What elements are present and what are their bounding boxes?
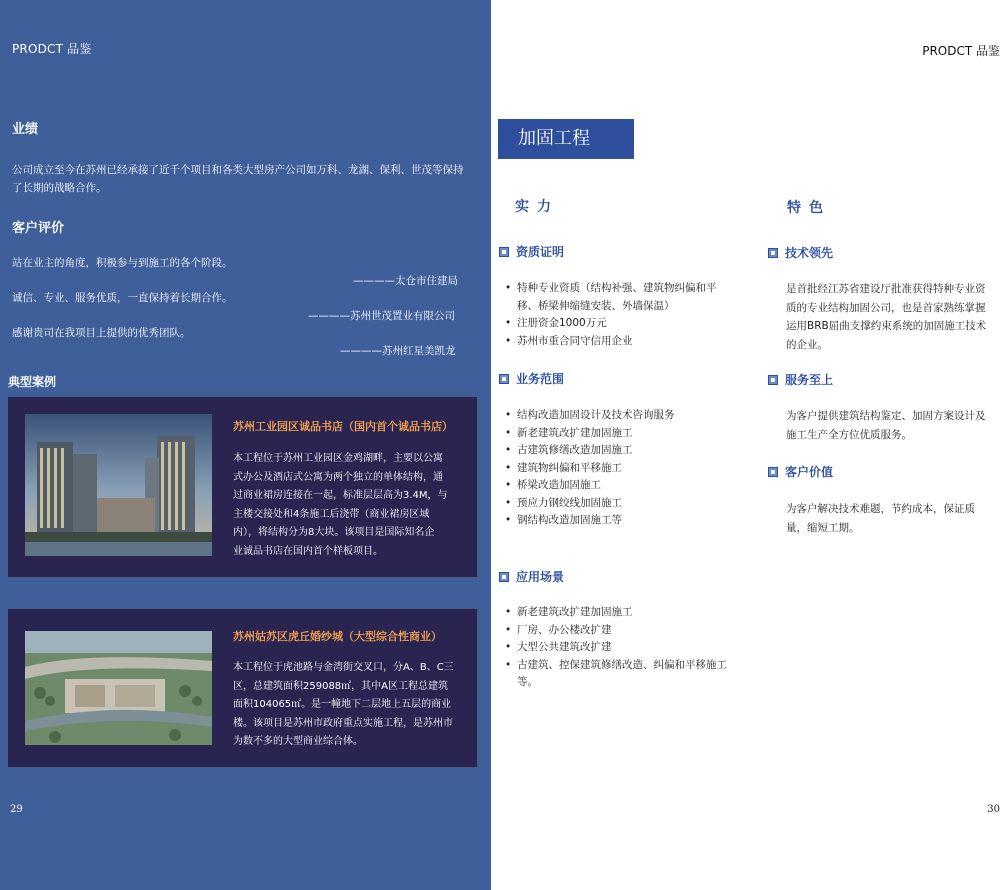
strength-heading: 实力 — [515, 199, 559, 215]
square-bullet-icon — [499, 572, 509, 582]
city-building-image — [25, 414, 212, 556]
right-page — [491, 0, 1000, 890]
list-item: • 厂房、办公楼改扩建 — [505, 622, 755, 640]
list-item: • 结构改造加固设计及技术咨询服务 — [505, 407, 755, 425]
application-list — [505, 604, 755, 692]
list-item: • 古建筑修缮改造加固施工 — [505, 442, 755, 460]
left-page — [0, 0, 491, 890]
reviews-title: 客户评价 — [12, 221, 65, 236]
business-scope-list — [505, 407, 755, 530]
review-signature-1: ————太仓市住建局 — [353, 275, 458, 287]
review-text-1: 站在业主的角度，积极参与到施工的各个阶段。 — [12, 257, 233, 269]
list-item: • 预应力钢绞线加固施工 — [505, 495, 755, 513]
case-photo-1 — [25, 414, 212, 556]
case-body-1: 本工程位于苏州工业园区金鸡湖畔，主要以公寓 式办公及酒店式公寓为两个独立的单体结构，通 过商业裙房连接在一起，标准层层高为3.4M，与 主楼交接处和4条施工后浇带（商业裙房区域 内），将结构分为8大块。该项目是国际知名企 业诚品书店在国内首个样板项目。 — [233, 453, 448, 557]
list-item: • 钢结构改造加固施工等 — [505, 512, 755, 530]
case-title-1: 苏州工业园区诚品书店（国内首个诚品书店） — [233, 420, 453, 433]
case-card-2 — [7, 608, 478, 768]
review-signature-3: ————苏州红星美凯龙 — [340, 345, 456, 357]
list-item: 等。 — [517, 676, 538, 688]
tech-lead-text: 是首批经江苏省建设厅批准获得特种专业资 质的专业结构加固公司，也是首家熟练掌握 运用BRB屈曲支撑约束系统的加固施工技术 的企业。 — [786, 283, 987, 351]
tech-lead-heading: 技术领先 — [768, 244, 833, 261]
aerial-complex-image — [25, 631, 212, 745]
service-text: 为客户提供建筑结构鉴定、加固方案设计及 施工生产全方位优质服务。 — [786, 410, 986, 441]
right-header: PRODCT 品鉴 — [922, 44, 1000, 58]
left-header: PRODCT 品鉴 — [12, 42, 92, 56]
right-page-number: 30 — [987, 804, 1000, 815]
list-item: • 新老建筑改扩建加固施工 — [505, 604, 755, 622]
square-bullet-icon — [499, 247, 509, 257]
case-body-2: 本工程位于虎池路与金湾街交叉口，分A、B、C三 区，总建筑面积259088㎡，其中A区工程总建筑 面积104065㎡。是一幢地下二层地上五层的商业 楼。该项目是苏州市政府重点实施工程，是苏州市 为数不多的大型商业综合体。 — [233, 662, 454, 747]
review-text-3: 感谢贵司在我项目上提供的优秀团队。 — [12, 327, 191, 339]
application-heading: 应用场景 — [499, 568, 564, 585]
list-item: • 桥梁改造加固施工 — [505, 477, 755, 495]
service-heading: 服务至上 — [768, 371, 833, 388]
case-card-1 — [7, 396, 478, 578]
qualification-heading: 资质证明 — [499, 243, 564, 260]
list-item: • 古建筑、控保建筑修缮改造、纠偏和平移施工 — [505, 657, 755, 675]
cases-title: 典型案例 — [8, 375, 57, 389]
square-bullet-icon — [768, 248, 778, 258]
review-signature-2: ————苏州世茂置业有限公司 — [308, 310, 455, 322]
list-item: • 建筑物纠偏和平移施工 — [505, 460, 755, 478]
list-item: • 新老建筑改扩建加固施工 — [505, 425, 755, 443]
list-item: • 大型公共建筑改扩建 — [505, 639, 755, 657]
case-title-2: 苏州姑苏区虎丘婚纱城（大型综合性商业） — [233, 630, 442, 643]
value-text: 为客户解决技术难题，节约成本，保证质 量，缩短工期。 — [786, 503, 975, 534]
page-title: 加固工程 — [498, 119, 634, 159]
features-heading: 特色 — [787, 200, 831, 216]
square-bullet-icon — [768, 375, 778, 385]
square-bullet-icon — [768, 467, 778, 477]
business-scope-heading: 业务范围 — [499, 370, 564, 387]
value-heading: 客户价值 — [768, 463, 833, 480]
square-bullet-icon — [499, 374, 509, 384]
achievements-text: 公司成立至今在苏州已经承接了近千个项目和各类大型房产公司如万科、龙湖、保利、世茂等保持 了长期的战略合作。 — [12, 164, 464, 194]
list-item: • 注册资金1000万元 — [505, 315, 755, 333]
review-text-2: 诚信、专业、服务优质，一直保持着长期合作。 — [12, 292, 233, 304]
achievements-title: 业绩 — [12, 122, 39, 137]
list-item: 移、桥梁伸缩缝安装、外墙保温） — [517, 299, 675, 312]
qualification-list — [505, 280, 755, 350]
list-item: • 苏州市重合同守信用企业 — [505, 333, 755, 351]
case-photo-2 — [25, 631, 212, 745]
left-page-number: 29 — [10, 804, 23, 815]
list-item: • 特种专业资质（结构补强、建筑物纠偏和平 — [505, 280, 755, 298]
